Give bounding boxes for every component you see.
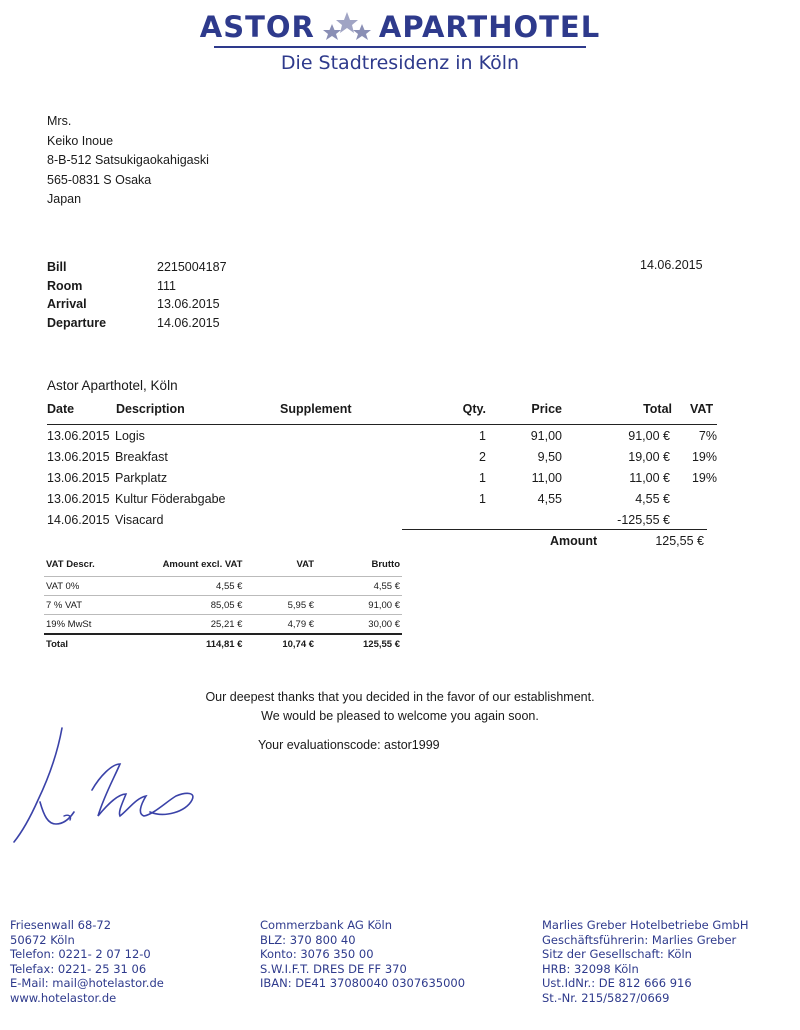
vat-brutto: 30,00 €	[316, 615, 402, 635]
vat-descr: 19% MwSt	[44, 615, 130, 635]
item-vat: 19%	[691, 471, 717, 485]
vat-col-amount: Amount excl. VAT	[162, 559, 243, 570]
item-vat: 19%	[691, 450, 717, 464]
footer-line: Konto: 3076 350 00	[260, 947, 374, 962]
footer-line: BLZ: 370 800 40	[260, 932, 356, 947]
closing-line-1: Our deepest thanks that you decided in the favor of our establishment.	[205, 690, 595, 704]
item-date: 13.06.2015	[47, 450, 110, 464]
col-header-qty: Qty.	[462, 402, 486, 416]
recipient-address	[47, 112, 209, 210]
footer-line: IBAN: DE41 37080040 0307635000	[260, 976, 466, 991]
brand-underline	[214, 46, 586, 48]
stars-logo-icon	[321, 10, 373, 44]
letterhead	[0, 10, 800, 74]
bill-info-row	[47, 314, 227, 333]
arrival-label: Arrival	[47, 297, 87, 311]
bill-info-row	[47, 258, 227, 277]
vat-brutto: 91,00 €	[316, 596, 402, 615]
vat-total-brutto: 125,55 €	[316, 634, 402, 653]
closing-line-2: We would be pleased to welcome you again soon.	[261, 709, 539, 723]
item-price: 91,00	[530, 429, 562, 443]
col-header-total: Total	[643, 402, 672, 416]
col-header-description: Description	[116, 402, 185, 416]
item-total: -125,55 €	[617, 513, 670, 527]
vat-col-brutto: Brutto	[371, 559, 400, 570]
item-description: Breakfast	[115, 450, 168, 464]
vat-brutto: 4,55 €	[316, 577, 402, 596]
recipient-salutation: Mrs.	[47, 114, 72, 128]
vat-amount: 25,21 €	[130, 615, 245, 635]
vat-total-descr: Total	[44, 634, 130, 653]
item-qty: 2	[479, 450, 486, 464]
vat-row	[44, 577, 402, 596]
vat-value: 4,79 €	[244, 615, 316, 635]
amount-label: Amount	[550, 534, 598, 548]
hotel-name: Astor Aparthotel, Köln	[47, 378, 178, 393]
bill-label: Bill	[47, 260, 67, 274]
vat-descr: 7 % VAT	[44, 596, 130, 615]
vat-summary-table	[44, 556, 402, 653]
room-label: Room	[47, 278, 83, 293]
recipient-name: Keiko Inoue	[47, 133, 114, 148]
item-description: Visacard	[115, 513, 164, 527]
vat-row	[44, 615, 402, 635]
recipient-street: 8-B-512 Satsukigaokahigaski	[47, 153, 209, 167]
footer-line: Telefon: 0221- 2 07 12-0	[10, 947, 151, 962]
vat-col-descr: VAT Descr.	[46, 559, 95, 570]
footer-line: E-Mail: mail@hotelastor.de	[10, 976, 164, 991]
vat-amount: 85,05 €	[130, 596, 245, 615]
item-total: 11,00 €	[629, 471, 670, 485]
recipient-country: Japan	[47, 192, 82, 206]
evaluation-code: Your evaluationscode: astor1999	[258, 738, 440, 752]
footer-company	[542, 918, 748, 1006]
footer-bank	[260, 918, 465, 991]
brand-name-right: APARTHOTEL	[378, 10, 601, 44]
bill-info-row	[47, 277, 227, 296]
item-date: 13.06.2015	[47, 429, 110, 443]
item-total: 91,00 €	[628, 429, 670, 443]
tagline: Die Stadtresidenz in Köln	[280, 52, 520, 74]
footer-line: Commerzbank AG Köln	[260, 918, 392, 932]
footer-line: Ust.IdNr.: DE 812 666 916	[542, 976, 692, 991]
footer-line: Marlies Greber Hotelbetriebe GmbH	[542, 918, 749, 932]
item-vat: 7%	[698, 429, 717, 443]
item-total: 19,00 €	[628, 450, 670, 464]
bill-number: 2215004187	[157, 260, 227, 274]
item-description: Parkplatz	[115, 471, 168, 485]
col-header-date: Date	[47, 402, 75, 416]
vat-descr: VAT 0%	[44, 577, 130, 596]
col-header-price: Price	[531, 402, 562, 416]
footer-line: St.-Nr. 215/5827/0669	[542, 990, 670, 1005]
col-header-supplement: Supplement	[280, 402, 352, 416]
amount-rule	[402, 529, 707, 530]
bill-info-row	[47, 295, 227, 314]
vat-amount: 4,55 €	[130, 577, 245, 596]
vat-col-vat: VAT	[296, 559, 315, 570]
item-qty: 1	[479, 492, 486, 506]
footer-line: Friesenwall 68-72	[10, 918, 112, 932]
footer-address	[10, 918, 164, 1006]
bill-date: 14.06.2015	[640, 258, 703, 272]
items-header-rule	[47, 424, 717, 425]
col-header-vat: VAT	[690, 402, 714, 416]
item-date: 13.06.2015	[47, 471, 110, 485]
item-date: 14.06.2015	[47, 513, 110, 527]
vat-total-amount: 114,81 €	[130, 634, 245, 653]
vat-value	[244, 577, 316, 596]
item-price: 4,55	[537, 492, 562, 506]
room-number: 111	[157, 278, 177, 293]
vat-value: 5,95 €	[244, 596, 316, 615]
footer-line: Telefax: 0221- 25 31 06	[10, 961, 147, 976]
arrival-date: 13.06.2015	[157, 297, 220, 311]
brand-name-left: ASTOR	[199, 10, 315, 44]
item-total: 4,55 €	[635, 492, 670, 506]
footer-line: HRB: 32098 Köln	[542, 961, 639, 976]
brand-row	[0, 10, 800, 44]
footer-line: Sitz der Gesellschaft: Köln	[542, 947, 692, 962]
vat-total-vat: 10,74 €	[244, 634, 316, 653]
item-price: 11,00	[531, 471, 562, 485]
departure-label: Departure	[47, 315, 107, 330]
item-description: Logis	[115, 429, 145, 443]
vat-row	[44, 596, 402, 615]
footer-line: 50672 Köln	[10, 932, 75, 947]
handwritten-signature	[0, 720, 220, 860]
amount-value: 125,55 €	[655, 534, 704, 548]
vat-total-row	[44, 634, 402, 653]
item-description: Kultur Föderabgabe	[115, 492, 226, 506]
footer-line: S.W.I.F.T. DRES DE FF 370	[260, 961, 407, 976]
footer-line: www.hotelastor.de	[10, 990, 117, 1005]
item-qty: 1	[479, 429, 486, 443]
vat-header-row	[44, 556, 402, 577]
item-qty: 1	[479, 471, 486, 485]
departure-date: 14.06.2015	[157, 315, 220, 330]
recipient-city: 565-0831 S Osaka	[47, 172, 152, 187]
bill-info	[47, 258, 227, 332]
item-price: 9,50	[537, 450, 562, 464]
item-date: 13.06.2015	[47, 492, 110, 506]
footer-line: Geschäftsführerin: Marlies Greber	[542, 932, 737, 947]
